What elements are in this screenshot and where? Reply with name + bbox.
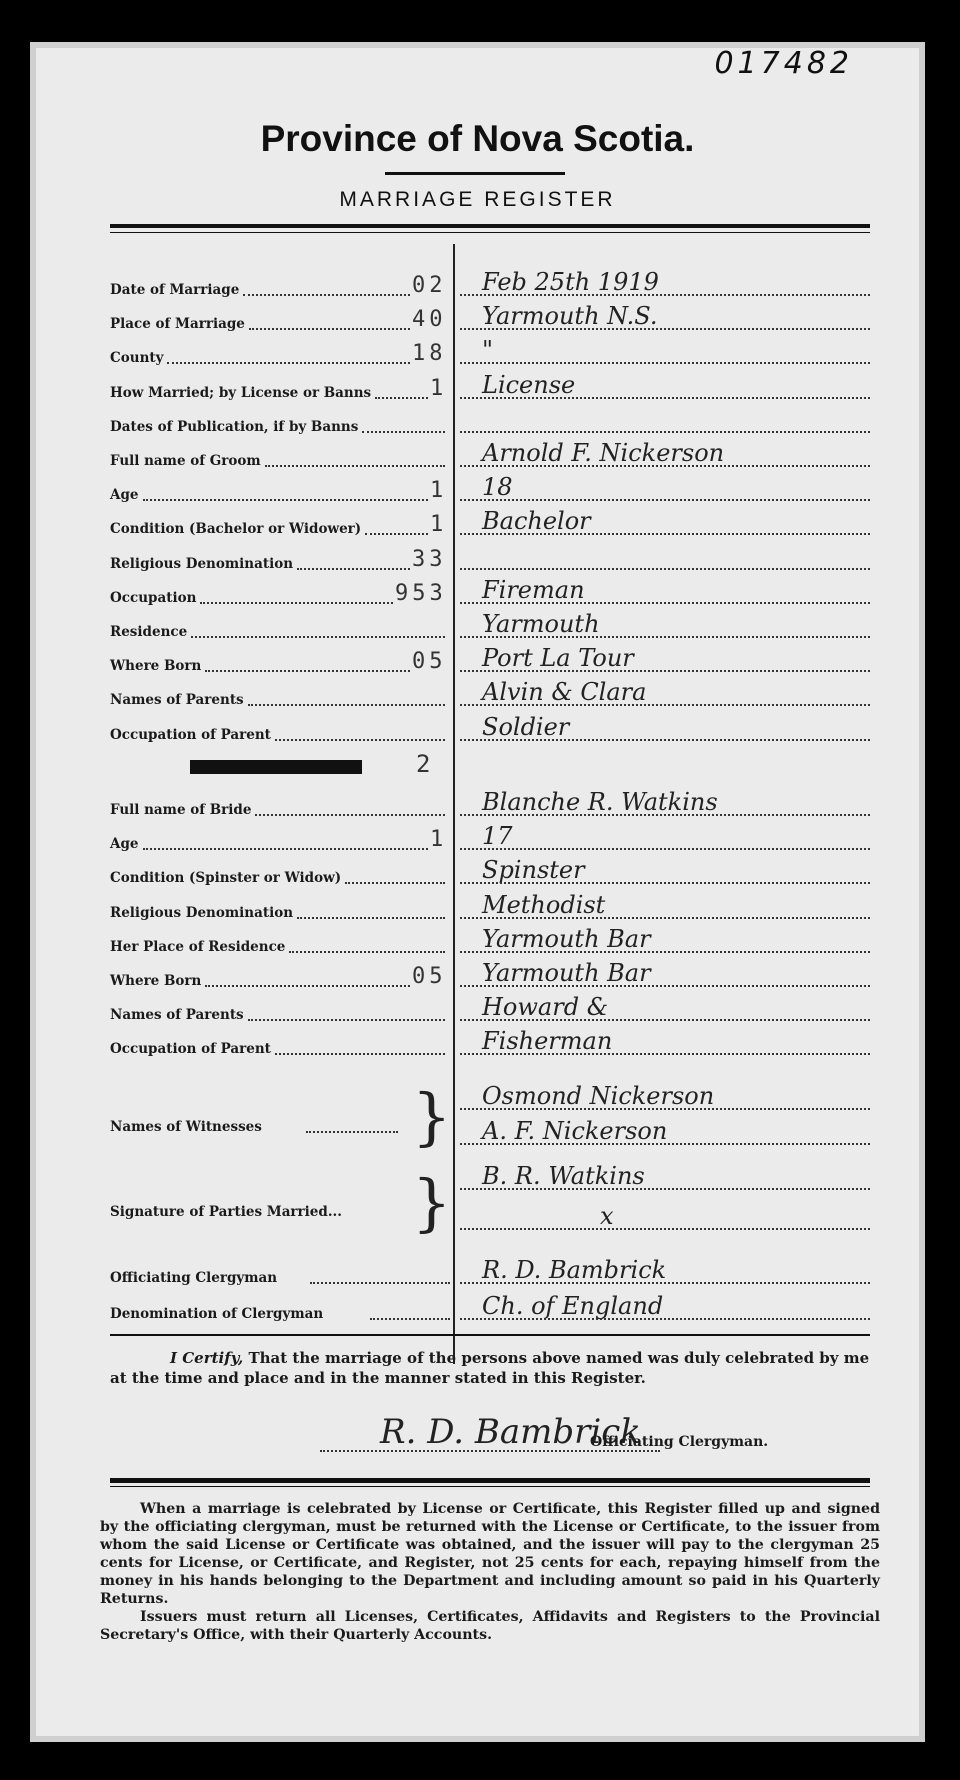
field-label: County	[110, 350, 164, 367]
register-row	[110, 993, 870, 1025]
dots	[460, 1318, 870, 1320]
field-code: 953	[395, 580, 447, 606]
officiating-clergyman-label: Officiating Clergyman	[110, 1270, 278, 1286]
certificate-role: Officiating Clergyman.	[590, 1434, 769, 1450]
dots	[275, 739, 445, 741]
register-row	[110, 411, 870, 437]
dots	[460, 704, 870, 706]
register-row	[110, 890, 870, 923]
notice-rule-thin	[110, 1486, 870, 1487]
field-code: 18	[412, 341, 447, 367]
dots	[297, 917, 445, 919]
field-code: 33	[412, 546, 447, 572]
notice-paragraph-2: Issuers must return all Licenses, Certificates, Affidavits and Registers to the Provincial Secretary's Office, with their Quarterly Accounts.	[100, 1609, 880, 1643]
dots	[306, 1131, 398, 1133]
witnesses-brace: }	[412, 1080, 452, 1153]
dots	[460, 431, 870, 433]
register-row	[110, 473, 870, 505]
dots	[200, 602, 393, 604]
dots	[143, 848, 428, 850]
field-value: Yarmouth N.S.	[482, 302, 658, 331]
dots	[143, 499, 428, 501]
field-value: Port La Tour	[482, 644, 634, 673]
field-label: Names of Parents	[110, 1007, 244, 1024]
field-value: Yarmouth Bar	[482, 959, 651, 987]
field-label: Full name of Groom	[110, 453, 261, 469]
dots	[460, 362, 870, 364]
register-row	[110, 644, 870, 676]
top-rule	[110, 224, 870, 228]
field-code: 05	[412, 649, 447, 675]
dots	[460, 568, 870, 570]
register-page	[30, 42, 925, 1742]
dots	[460, 533, 870, 535]
field-value: Howard &	[482, 993, 609, 1022]
field-label: Date of Marriage	[110, 282, 240, 298]
field-value: Bachelor	[482, 507, 591, 536]
dots	[460, 1143, 870, 1145]
register-row	[110, 678, 870, 710]
field-code: 02	[412, 273, 447, 298]
top-rule-thin	[110, 232, 870, 233]
field-value: Soldier	[482, 712, 570, 741]
field-value: Feb 25th 1919	[482, 268, 659, 296]
clergy-denomination-label: Denomination of Clergyman	[110, 1306, 324, 1322]
dots	[289, 951, 445, 953]
field-label: Age	[110, 487, 139, 504]
parties-line-1	[110, 1162, 870, 1194]
dots	[460, 917, 870, 919]
witness-2: A. F. Nickerson	[482, 1117, 668, 1145]
field-value: Methodist	[482, 890, 606, 919]
certificate-heading: I Certify,	[170, 1349, 244, 1367]
dots	[205, 985, 410, 987]
field-value: "	[482, 336, 494, 365]
dots	[460, 397, 870, 399]
field-label: Her Place of Residence	[110, 938, 286, 955]
dots	[191, 636, 445, 638]
dots	[320, 1450, 660, 1452]
dots	[249, 328, 410, 330]
clergy-denomination-row	[110, 1292, 870, 1324]
field-value: License	[482, 370, 576, 399]
register-row	[110, 336, 870, 368]
field-code: 1	[430, 375, 448, 401]
field-label: Age	[110, 836, 139, 853]
witnesses-label: Names of Witnesses	[110, 1119, 262, 1135]
register-row	[110, 924, 870, 957]
parties-brace: }	[412, 1166, 452, 1239]
dots	[460, 1053, 870, 1055]
officiating-clergyman-value: R. D. Bambrick	[482, 1256, 667, 1284]
dots	[460, 328, 870, 330]
field-value: Yarmouth	[482, 610, 600, 638]
dots	[460, 1282, 870, 1284]
register-row	[110, 439, 870, 471]
register-row	[110, 610, 870, 642]
divider-code: 2	[416, 750, 431, 778]
dots	[205, 670, 410, 672]
dots	[460, 636, 870, 638]
field-label: Place of Marriage	[110, 316, 245, 333]
dots	[255, 814, 445, 816]
field-code: 1	[430, 478, 448, 504]
dots	[310, 1282, 450, 1284]
dots	[460, 985, 870, 987]
notice-paragraph-1: When a marriage is celebrated by License or Certificate, this Register filled up and signed by the officiating clergyman, must be returned with the License or Certificate, to the issuer from whom the said License or Certificate was obtained, and the issuer will pay to the clergyman 25 cents for License, or Certificate, and Register, not 25 cents for each, repaying himself from the money in his hands belonging to the Department and including amount so paid in his Quarterly Returns.	[100, 1501, 880, 1607]
dots	[345, 882, 445, 884]
field-value: Yarmouth Bar	[482, 924, 651, 953]
notice-rule	[110, 1478, 870, 1483]
party-signature-2: x	[600, 1202, 614, 1230]
field-label: Occupation	[110, 589, 197, 606]
register-number: 017482	[714, 46, 853, 81]
register-row	[110, 302, 870, 334]
dots	[460, 848, 870, 850]
register-row	[110, 1027, 870, 1059]
field-value: Fisherman	[482, 1027, 613, 1056]
field-label: Condition (Bachelor or Widower)	[110, 521, 362, 538]
dots	[370, 1318, 450, 1320]
register-row	[110, 712, 870, 745]
register-row	[110, 575, 870, 608]
dots	[460, 1019, 870, 1021]
page-subtitle: MARRIAGE REGISTER	[339, 188, 616, 211]
field-value: Blanche R. Watkins	[482, 788, 718, 816]
register-row	[110, 268, 870, 300]
dots	[265, 465, 445, 467]
dots	[362, 431, 445, 433]
dots	[460, 499, 870, 501]
dots	[460, 294, 870, 296]
field-value: Fireman	[482, 575, 585, 604]
dots	[297, 568, 410, 570]
witness-1: Osmond Nickerson	[482, 1082, 715, 1110]
dots	[365, 533, 428, 535]
cert-rule	[110, 1334, 870, 1336]
dots	[460, 814, 870, 816]
register-row	[110, 788, 870, 820]
field-code: 1	[430, 512, 448, 538]
dots	[460, 1108, 870, 1110]
page-title: Province of Nova Scotia.	[260, 118, 695, 159]
field-value: Alvin & Clara	[482, 678, 647, 707]
field-code: 40	[412, 307, 447, 333]
witness-line-1	[110, 1082, 870, 1114]
field-value: 18	[482, 473, 513, 502]
dots	[248, 1019, 445, 1021]
dots	[243, 294, 410, 296]
field-label: Dates of Publication, if by Banns	[110, 418, 359, 435]
register-row	[110, 959, 870, 991]
dots	[460, 1228, 870, 1230]
dots	[460, 882, 870, 884]
register-row	[110, 822, 870, 854]
field-label: Names of Parents	[110, 692, 244, 709]
register-row	[110, 370, 870, 403]
field-label: Condition (Spinster or Widow)	[110, 870, 342, 887]
clergy-denomination-value: Ch. of England	[482, 1292, 664, 1320]
dots	[167, 362, 410, 364]
register-row	[110, 507, 870, 539]
field-value: 17	[482, 822, 513, 851]
dots	[460, 951, 870, 953]
field-label: Where Born	[110, 658, 202, 675]
certificate-text	[110, 1348, 870, 1388]
dots	[460, 602, 870, 604]
field-label: Occupation of Parent	[110, 726, 271, 743]
dots	[460, 739, 870, 741]
title-rule	[385, 172, 565, 175]
party-signature-1: B. R. Watkins	[482, 1162, 645, 1190]
field-label: Residence	[110, 624, 188, 640]
field-code: 1	[430, 827, 448, 853]
field-label: Occupation of Parent	[110, 1041, 271, 1058]
dots	[460, 465, 870, 467]
field-label: Full name of Bride	[110, 802, 252, 818]
certificate-signature: R. D. Bambrick	[380, 1412, 641, 1452]
field-label: Where Born	[110, 973, 202, 989]
clergy-row	[110, 1256, 870, 1288]
witness-line-2	[110, 1117, 870, 1149]
field-label: Religious Denomination	[110, 904, 294, 921]
certificate-body: That the marriage of the persons above named was duly celebrated by me at the time and place and in the manner stated in this Register.	[110, 1349, 870, 1387]
dots	[248, 704, 445, 706]
field-value: Arnold F. Nickerson	[482, 439, 725, 467]
field-code: 05	[412, 964, 447, 989]
dots	[275, 1053, 445, 1055]
dots	[375, 397, 428, 399]
section-divider-bar	[190, 760, 362, 774]
parties-line-2	[110, 1202, 870, 1234]
dots	[460, 1188, 870, 1190]
dots	[460, 670, 870, 672]
register-row	[110, 856, 870, 888]
parties-label: Signature of Parties Married...	[110, 1204, 342, 1220]
register-row	[110, 548, 870, 574]
field-label: How Married; by License or Banns	[110, 384, 372, 401]
field-value: Spinster	[482, 856, 585, 885]
field-label: Religious Denomination	[110, 555, 294, 572]
